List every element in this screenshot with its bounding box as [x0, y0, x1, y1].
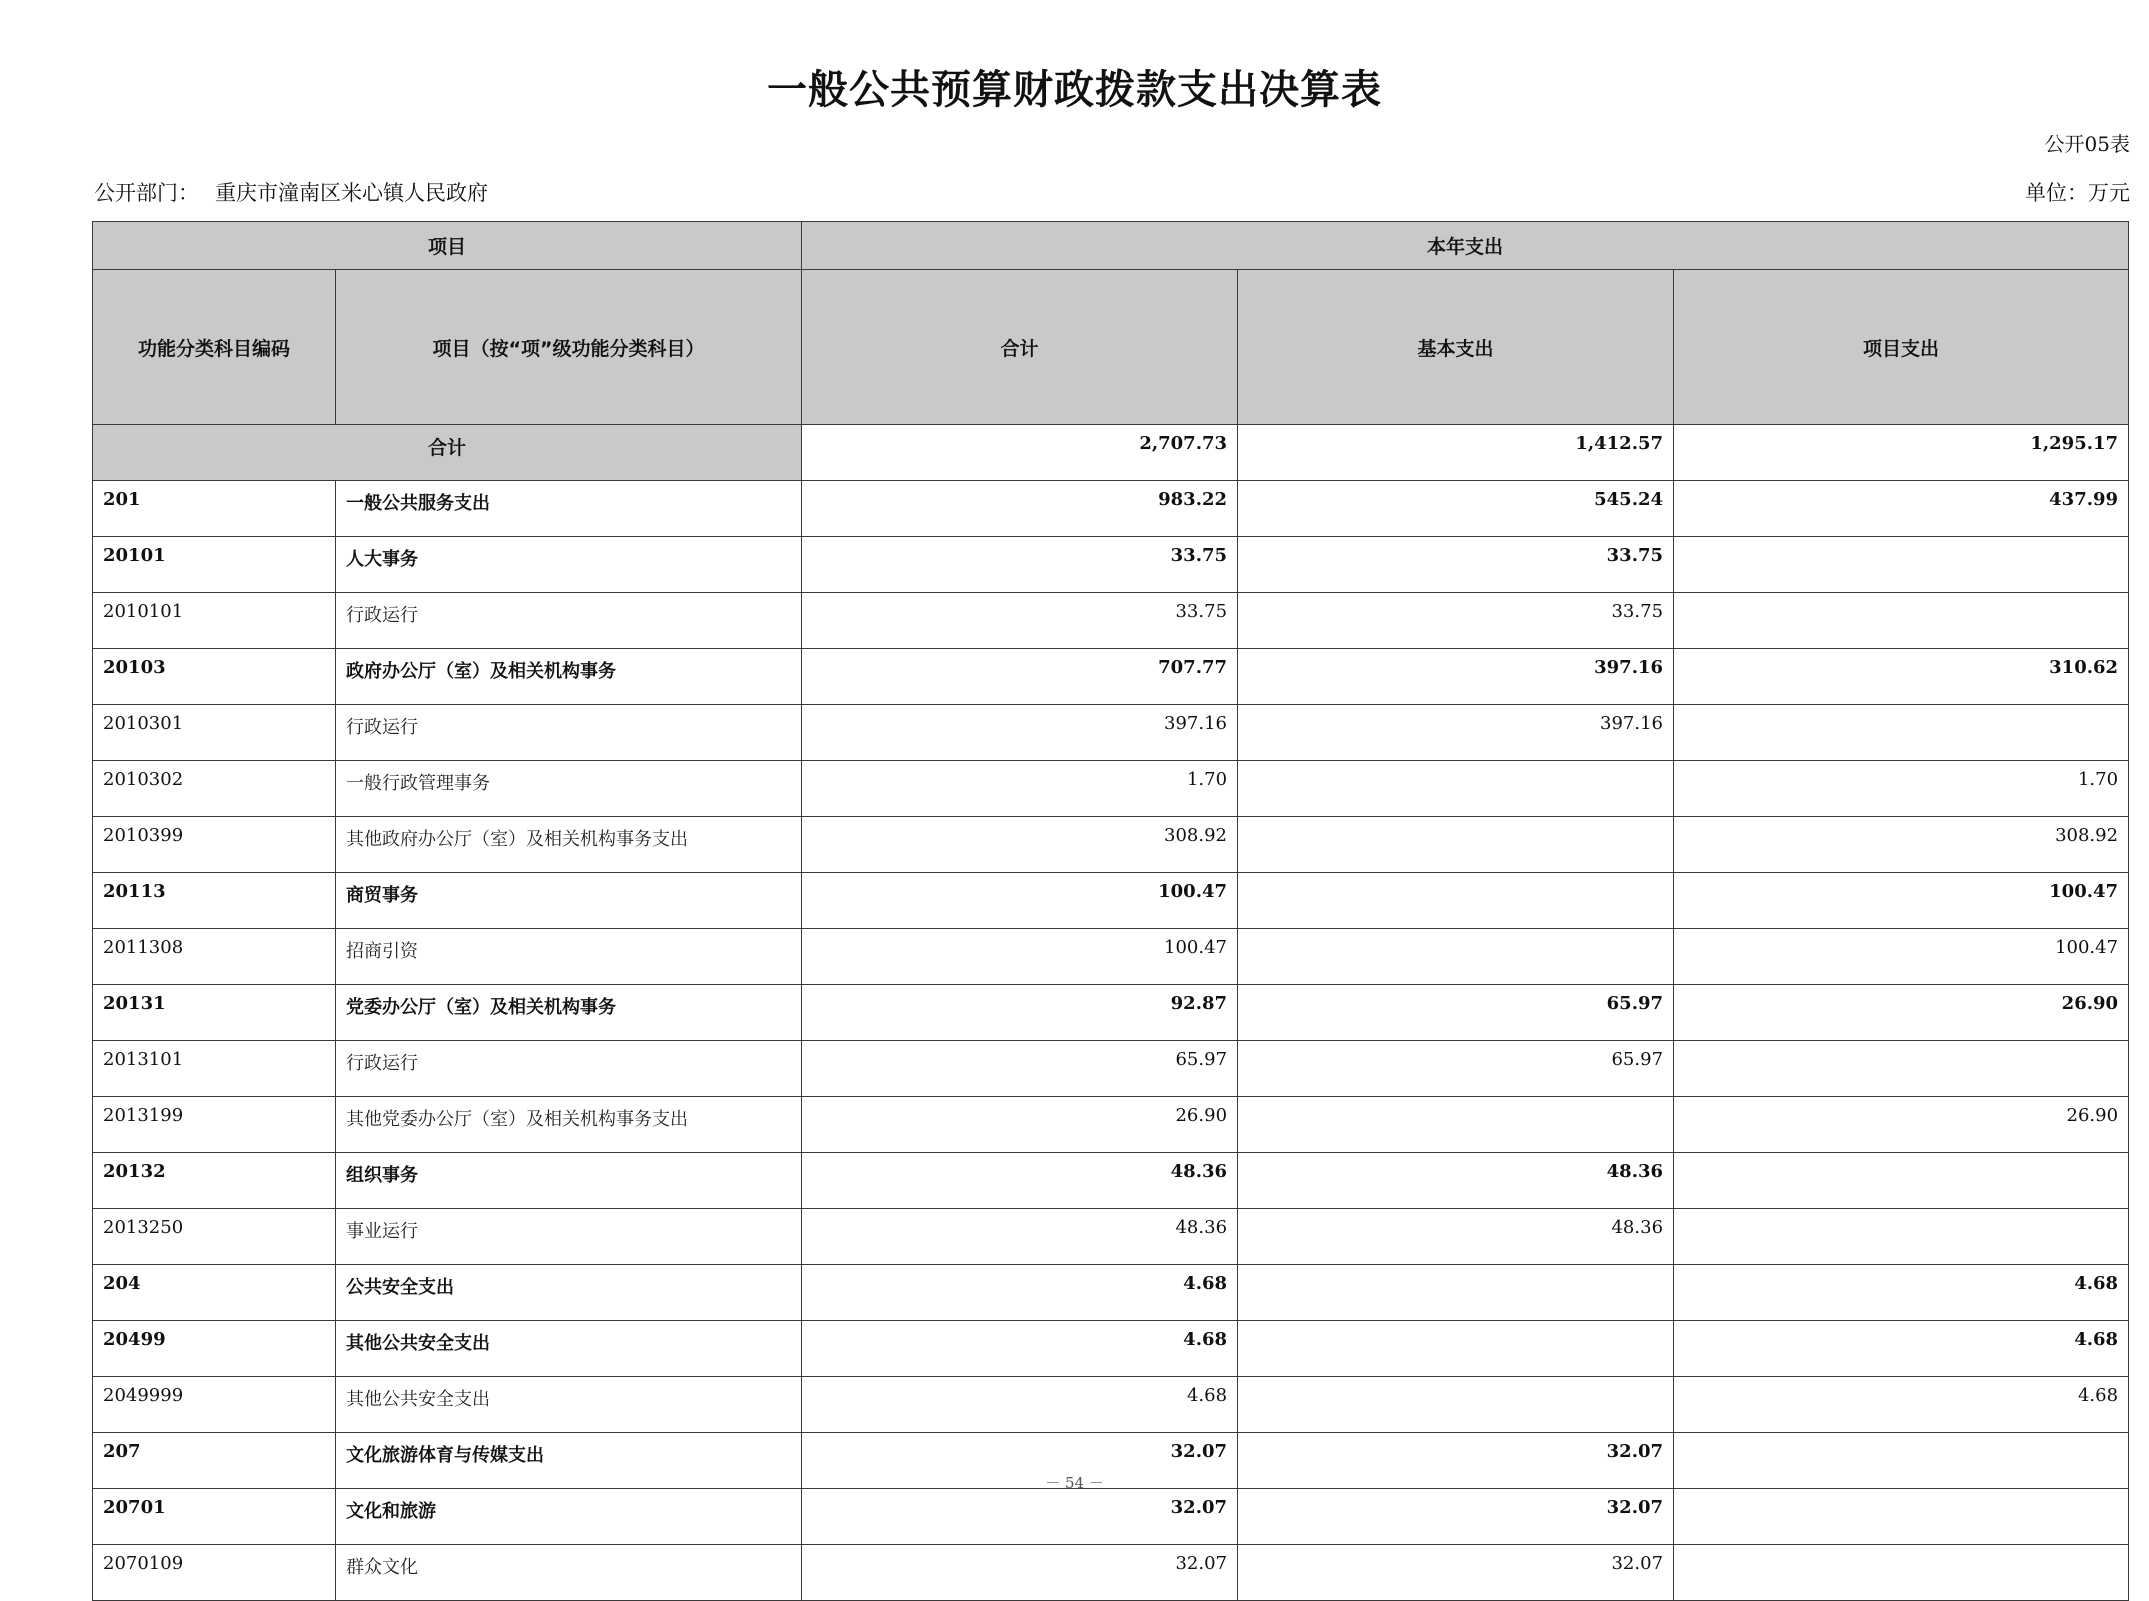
row-name: 一般公共服务支出 [336, 481, 802, 537]
header-year-expenditure: 本年支出 [802, 222, 2129, 270]
header-code: 功能分类科目编码 [93, 270, 336, 425]
row-total: 100.47 [802, 929, 1238, 985]
row-basic: 48.36 [1238, 1209, 1674, 1265]
table-row [93, 817, 2129, 873]
row-code: 20103 [93, 649, 336, 705]
row-total: 397.16 [802, 705, 1238, 761]
row-name: 人大事务 [336, 537, 802, 593]
page-title: 一般公共预算财政拨款支出决算表 [767, 67, 1382, 113]
table-row [93, 761, 2129, 817]
row-project: 4.68 [1674, 1321, 2129, 1377]
total-sum: 2,707.73 [802, 425, 1238, 481]
table-row [93, 1545, 2129, 1601]
department-line [94, 177, 488, 207]
table-row [93, 873, 2129, 929]
row-basic [1238, 929, 1674, 985]
row-code: 207 [93, 1433, 336, 1489]
department-name: 重庆市潼南区米心镇人民政府 [215, 181, 488, 205]
row-code: 20131 [93, 985, 336, 1041]
expenditure-table [92, 221, 2129, 1601]
row-basic [1238, 1321, 1674, 1377]
row-total: 4.68 [802, 1265, 1238, 1321]
header-row-group [93, 222, 2129, 270]
row-project [1674, 1545, 2129, 1601]
row-project [1674, 1209, 2129, 1265]
row-name: 文化旅游体育与传媒支出 [336, 1433, 802, 1489]
table-row [93, 1321, 2129, 1377]
row-code: 20499 [93, 1321, 336, 1377]
row-project: 26.90 [1674, 985, 2129, 1041]
row-total: 26.90 [802, 1097, 1238, 1153]
row-code: 2070109 [93, 1545, 336, 1601]
row-total: 983.22 [802, 481, 1238, 537]
unit-label: 单位：万元 [2025, 181, 2130, 205]
row-basic [1238, 873, 1674, 929]
row-total: 32.07 [802, 1545, 1238, 1601]
row-code: 2011308 [93, 929, 336, 985]
table-row [93, 1041, 2129, 1097]
row-basic: 33.75 [1238, 537, 1674, 593]
header-item-group: 项目 [93, 222, 802, 270]
header-basic: 基本支出 [1238, 270, 1674, 425]
table-row [93, 1097, 2129, 1153]
row-project: 1.70 [1674, 761, 2129, 817]
table-row [93, 481, 2129, 537]
row-total: 1.70 [802, 761, 1238, 817]
table-row [93, 1377, 2129, 1433]
row-name: 其他党委办公厅（室）及相关机构事务支出 [336, 1097, 802, 1153]
row-name: 行政运行 [336, 705, 802, 761]
row-name: 文化和旅游 [336, 1489, 802, 1545]
row-project: 310.62 [1674, 649, 2129, 705]
row-code: 2010101 [93, 593, 336, 649]
row-basic [1238, 1265, 1674, 1321]
row-basic: 65.97 [1238, 985, 1674, 1041]
row-code: 201 [93, 481, 336, 537]
total-label: 合计 [93, 425, 802, 481]
row-project: 100.47 [1674, 929, 2129, 985]
table-row [93, 985, 2129, 1041]
row-total: 32.07 [802, 1489, 1238, 1545]
total-project: 1,295.17 [1674, 425, 2129, 481]
row-code: 2010399 [93, 817, 336, 873]
header-project: 项目支出 [1674, 270, 2129, 425]
row-total: 32.07 [802, 1433, 1238, 1489]
row-code: 2013250 [93, 1209, 336, 1265]
row-code: 204 [93, 1265, 336, 1321]
row-code: 2049999 [93, 1377, 336, 1433]
row-total: 48.36 [802, 1153, 1238, 1209]
department-label: 公开部门： [94, 181, 199, 205]
row-project [1674, 593, 2129, 649]
page-number: － 54 － [1045, 1474, 1104, 1492]
row-total: 92.87 [802, 985, 1238, 1041]
row-project: 26.90 [1674, 1097, 2129, 1153]
row-basic: 33.75 [1238, 593, 1674, 649]
row-total: 707.77 [802, 649, 1238, 705]
row-name: 一般行政管理事务 [336, 761, 802, 817]
form-number: 公开05表 [2044, 132, 2130, 156]
row-project: 308.92 [1674, 817, 2129, 873]
row-name: 公共安全支出 [336, 1265, 802, 1321]
row-project: 4.68 [1674, 1265, 2129, 1321]
row-code: 20113 [93, 873, 336, 929]
row-code: 20101 [93, 537, 336, 593]
row-name: 行政运行 [336, 1041, 802, 1097]
row-name: 政府办公厅（室）及相关机构事务 [336, 649, 802, 705]
row-code: 2013101 [93, 1041, 336, 1097]
row-code: 2013199 [93, 1097, 336, 1153]
row-total: 65.97 [802, 1041, 1238, 1097]
row-basic [1238, 1377, 1674, 1433]
row-code: 2010301 [93, 705, 336, 761]
row-basic [1238, 817, 1674, 873]
row-project: 437.99 [1674, 481, 2129, 537]
row-basic: 545.24 [1238, 481, 1674, 537]
row-total: 4.68 [802, 1377, 1238, 1433]
row-basic: 48.36 [1238, 1153, 1674, 1209]
row-code: 20132 [93, 1153, 336, 1209]
row-code: 20701 [93, 1489, 336, 1545]
table-row [93, 1489, 2129, 1545]
row-name: 组织事务 [336, 1153, 802, 1209]
table-row [93, 1153, 2129, 1209]
table-row [93, 537, 2129, 593]
row-name: 其他政府办公厅（室）及相关机构事务支出 [336, 817, 802, 873]
row-basic: 32.07 [1238, 1489, 1674, 1545]
total-basic: 1,412.57 [1238, 425, 1674, 481]
row-total: 100.47 [802, 873, 1238, 929]
row-name: 商贸事务 [336, 873, 802, 929]
header-row-columns [93, 270, 2129, 425]
row-total: 4.68 [802, 1321, 1238, 1377]
table-row [93, 705, 2129, 761]
total-row [93, 425, 2129, 481]
row-basic [1238, 1097, 1674, 1153]
row-name: 事业运行 [336, 1209, 802, 1265]
table-row [93, 929, 2129, 985]
row-name: 其他公共安全支出 [336, 1321, 802, 1377]
row-project: 100.47 [1674, 873, 2129, 929]
row-total: 48.36 [802, 1209, 1238, 1265]
table-row [93, 1265, 2129, 1321]
row-project [1674, 705, 2129, 761]
table-row [93, 649, 2129, 705]
row-name: 群众文化 [336, 1545, 802, 1601]
row-basic: 397.16 [1238, 705, 1674, 761]
row-basic: 397.16 [1238, 649, 1674, 705]
header-total: 合计 [802, 270, 1238, 425]
row-project [1674, 537, 2129, 593]
table-row [93, 593, 2129, 649]
row-name: 其他公共安全支出 [336, 1377, 802, 1433]
header-name: 项目（按“项”级功能分类科目） [336, 270, 802, 425]
row-basic: 65.97 [1238, 1041, 1674, 1097]
row-total: 33.75 [802, 537, 1238, 593]
row-project [1674, 1041, 2129, 1097]
row-name: 招商引资 [336, 929, 802, 985]
row-total: 33.75 [802, 593, 1238, 649]
row-project: 4.68 [1674, 1377, 2129, 1433]
table-row [93, 1209, 2129, 1265]
row-project [1674, 1153, 2129, 1209]
row-code: 2010302 [93, 761, 336, 817]
row-basic: 32.07 [1238, 1545, 1674, 1601]
row-name: 党委办公厅（室）及相关机构事务 [336, 985, 802, 1041]
row-project [1674, 1489, 2129, 1545]
row-total: 308.92 [802, 817, 1238, 873]
row-basic [1238, 761, 1674, 817]
row-name: 行政运行 [336, 593, 802, 649]
row-basic: 32.07 [1238, 1433, 1674, 1489]
